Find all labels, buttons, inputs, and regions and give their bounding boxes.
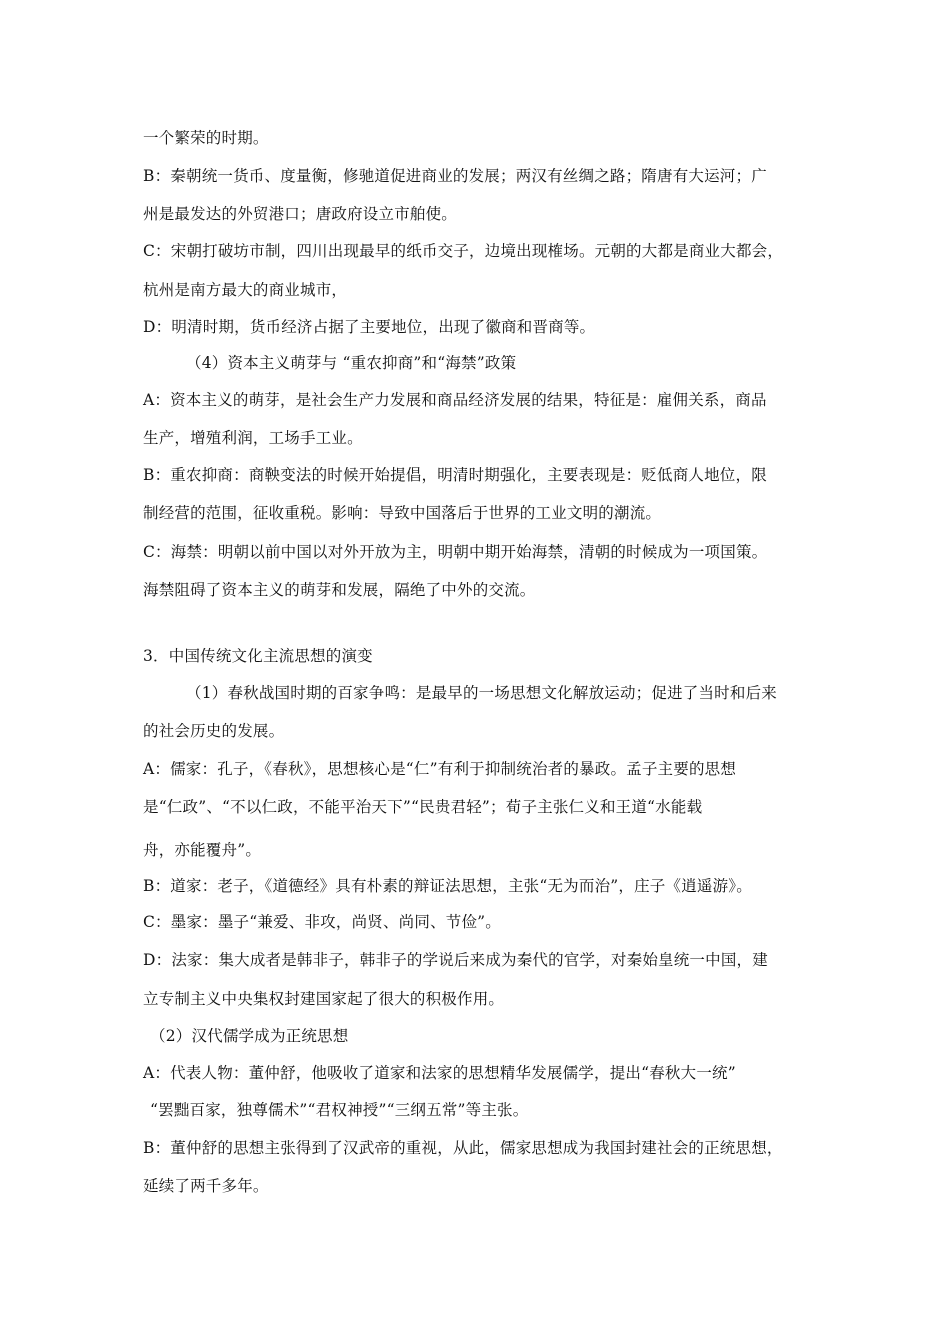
text-line: A：儒家：孔子，《春秋》，思想核心是“仁”有利于抑制统治者的暴政。孟子主要的思想 <box>143 760 737 778</box>
text-line: C：墨家：墨子“兼爱、非攻，尚贤、尚同、节俭”。 <box>143 913 502 931</box>
text-line: A：代表人物：董仲舒，他吸收了道家和法家的思想精华发展儒学，提出“春秋大一统” <box>143 1064 736 1082</box>
text-line: “罢黜百家，独尊儒术”“君权神授”“三纲五常”等主张。 <box>150 1101 529 1119</box>
section-heading: （4）资本主义萌芽与 “重农抑商”和“海禁”政策 <box>186 354 517 372</box>
text-line: B：道家：老子，《道德经》具有朴素的辩证法思想，主张“无为而治”，庄子《逍遥游》。 <box>143 877 752 895</box>
text-line: 延续了两千多年。 <box>143 1177 269 1195</box>
text-line: 杭州是南方最大的商业城市， <box>143 281 348 299</box>
text-line: 舟，亦能覆舟”。 <box>143 841 262 859</box>
text-line: A：资本主义的萌芽，是社会生产力发展和商品经济发展的结果，特征是：雇佣关系，商品 <box>143 391 767 409</box>
text-line: C：海禁：明朝以前中国以对外开放为主，明朝中期开始海禁，清朝的时候成为一项国策。 <box>143 543 768 561</box>
text-line: 生产，增殖利润，工场手工业。 <box>143 429 363 447</box>
text-line: 海禁阻碍了资本主义的萌芽和发展，隔绝了中外的交流。 <box>143 581 536 599</box>
text-line: 州是最发达的外贸港口；唐政府设立市舶使。 <box>143 205 458 223</box>
text-line: 是“仁政”、“不以仁政，不能平治天下”“民贵君轻”；荀子主张仁义和王道“水能载 <box>143 798 703 816</box>
text-line: D：明清时期，货币经济占据了主要地位，出现了徽商和晋商等。 <box>143 318 596 336</box>
text-line: B：重农抑商：商鞅变法的时候开始提倡，明清时期强化，主要表现是：贬低商人地位，限 <box>143 466 767 484</box>
text-line: 一个繁荣的时期。 <box>143 129 269 147</box>
text-line: B：秦朝统一货币、度量衡，修驰道促进商业的发展；两汉有丝绸之路；隋唐有大运河；广 <box>143 167 767 185</box>
text-line: 制经营的范围，征收重税。影响：导致中国落后于世界的工业文明的潮流。 <box>143 504 662 522</box>
text-line: B：董仲舒的思想主张得到了汉武帝的重视，从此，儒家思想成为我国封建社会的正统思想， <box>143 1139 783 1157</box>
section-title: 3．中国传统文化主流思想的演变 <box>143 647 373 665</box>
text-line: 的社会历史的发展。 <box>143 722 285 740</box>
section-heading: （1）春秋战国时期的百家争鸣：是最早的一场思想文化解放运动；促进了当时和后来 <box>186 684 777 702</box>
section-heading: （2）汉代儒学成为正统思想 <box>150 1027 349 1045</box>
text-line: D：法家：集大成者是韩非子，韩非子的学说后来成为秦代的官学，对秦始皇统一中国，建 <box>143 951 768 969</box>
text-line: C：宋朝打破坊市制，四川出现最早的纸币交子，边境出现榷场。元朝的大都是商业大都会， <box>143 242 784 260</box>
text-line: 立专制主义中央集权封建国家起了很大的积极作用。 <box>143 990 505 1008</box>
